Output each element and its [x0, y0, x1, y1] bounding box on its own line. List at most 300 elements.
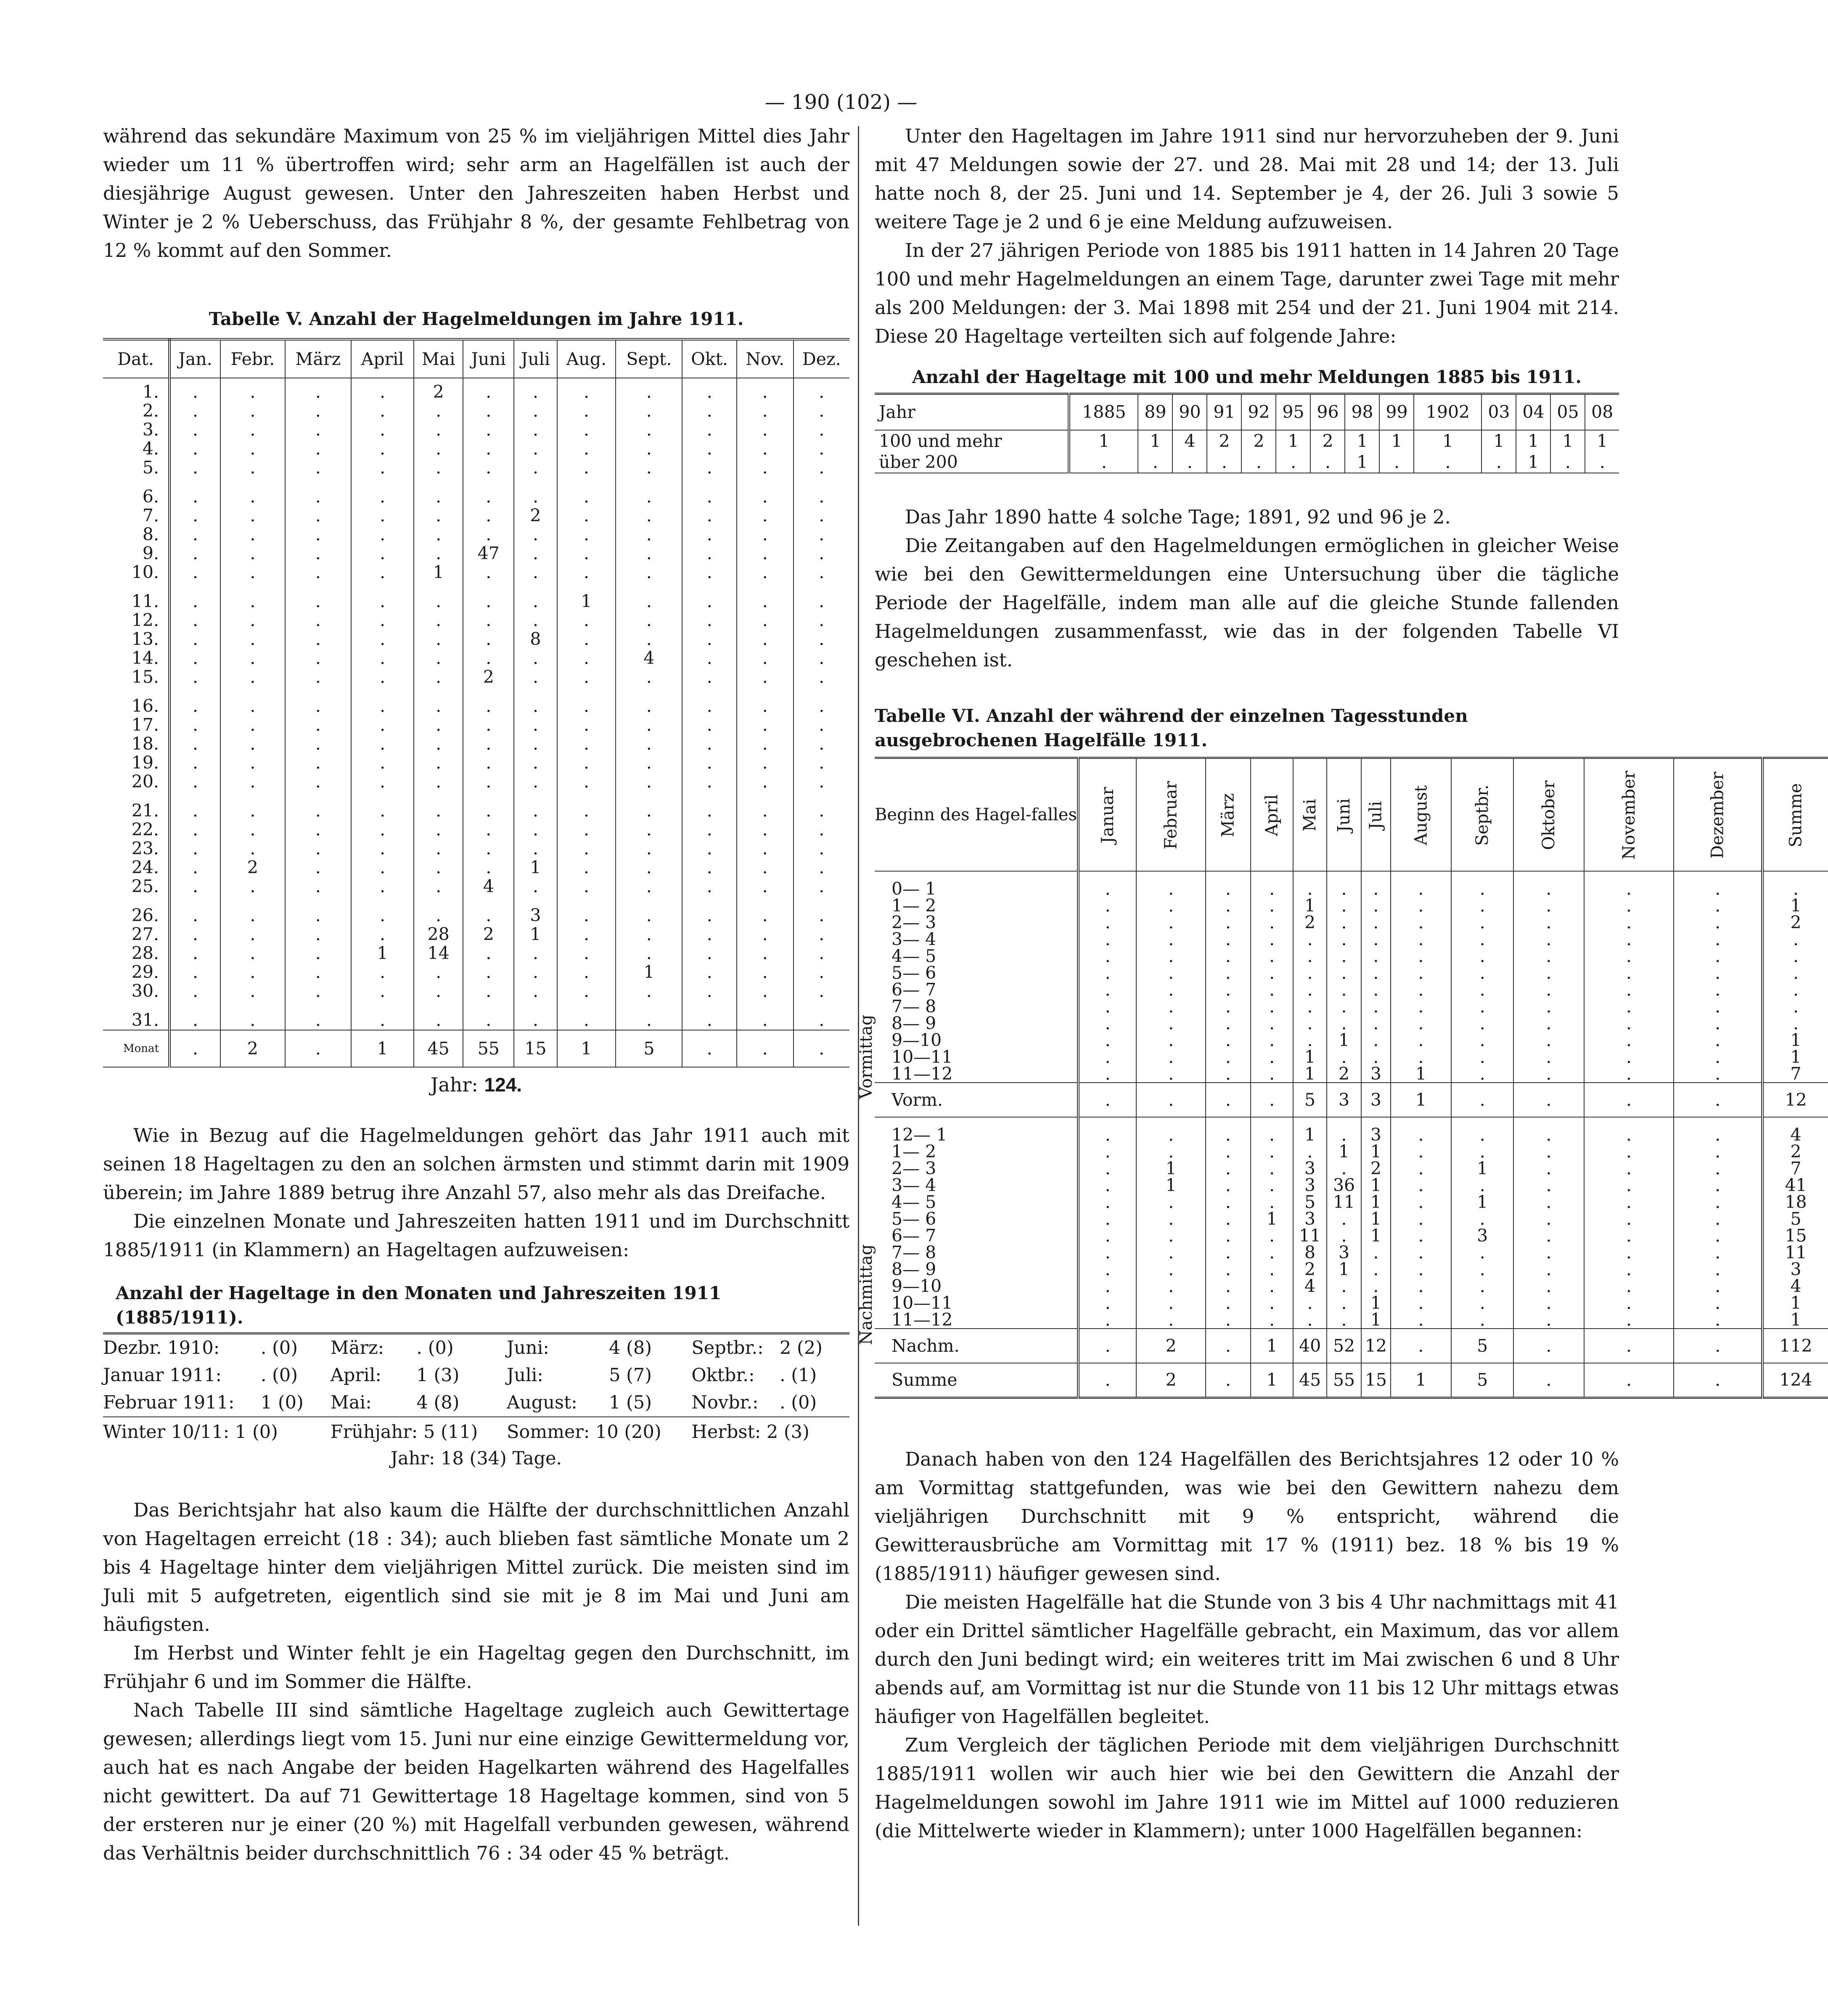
table-cell: .	[1078, 1015, 1136, 1032]
row-gap	[103, 791, 849, 801]
table-cell: .	[794, 563, 849, 582]
table-cell: .	[1293, 998, 1327, 1015]
table-cell: .	[1206, 1261, 1251, 1278]
gap-cell	[616, 791, 682, 801]
table-cell: .	[1327, 897, 1361, 914]
table-cell: .	[616, 611, 682, 630]
hour-label: 3— 4	[875, 931, 1078, 948]
table-cell: 1	[1276, 430, 1310, 452]
hour-label: 12— 1 Nachmittag	[875, 1126, 1078, 1143]
table-cell: .	[682, 716, 736, 735]
table-cell: .	[737, 906, 794, 925]
gap-cell	[351, 687, 414, 697]
table-cell: 05	[1550, 394, 1585, 430]
table-row	[103, 963, 849, 982]
table-cell: .	[351, 563, 414, 582]
table-cell: .	[169, 668, 220, 687]
table-cell: .	[1136, 1244, 1206, 1261]
table-cell: .	[1584, 1311, 1674, 1329]
table-cell: .	[285, 877, 351, 896]
table-cell: .	[794, 458, 849, 477]
table-cell: .	[1584, 964, 1674, 981]
table-cell: 1	[1345, 452, 1379, 473]
hour-row	[875, 1261, 1828, 1278]
table-cell: .	[1361, 998, 1390, 1015]
column-header: März	[285, 339, 351, 378]
page-number: — 190 (102) —	[765, 90, 918, 114]
table-cell: .	[616, 697, 682, 716]
sum-cell: 124	[1762, 1363, 1828, 1398]
table-cell: 19.	[103, 753, 169, 772]
table-cell: .	[794, 753, 849, 772]
gap-cell	[169, 687, 220, 697]
table-cell: .	[285, 801, 351, 820]
table-cell: .	[1674, 1278, 1762, 1295]
table-cell: .	[616, 1011, 682, 1030]
table-cell: .	[557, 439, 616, 458]
sum-row	[875, 1083, 1828, 1117]
left-paragraph-4: Das Berichtsjahr hat also kaum die Hälfte der durchschnittlichen Anzahl von Hageltagen erreicht (18 : 34); auch blieben fast sämtliche Monate um 2 bis 4 Hageltage hinter dem vieljährigen Mittel zurück. Die meisten sind im Juli mit 5 aufgetreten, eigentlich sind sie mit je 8 im Mai und Juni am häufigsten.	[103, 1498, 849, 1636]
table-cell: 4	[1293, 1278, 1327, 1295]
table-cell: .	[169, 487, 220, 506]
table-cell: .	[1327, 1126, 1361, 1143]
table-cell: .	[616, 839, 682, 858]
table-row	[103, 839, 849, 858]
table-cell: .	[1136, 1295, 1206, 1311]
gap-cell	[285, 582, 351, 592]
group-label: Nachmittag	[857, 1244, 876, 1345]
table-cell: .	[414, 458, 463, 477]
table-cell: .	[616, 378, 682, 402]
hour-row	[875, 1049, 1828, 1065]
table-cell: .	[1251, 1032, 1293, 1049]
table-cell: .	[1584, 1032, 1674, 1049]
table-cell: .	[351, 439, 414, 458]
table-cell: .	[514, 563, 557, 582]
table-cell: .	[514, 772, 557, 791]
table-cell: 14	[414, 944, 463, 963]
hour-label: 3— 4	[875, 1177, 1078, 1194]
table-cell: .	[1206, 1032, 1251, 1049]
gap-cell	[557, 896, 616, 906]
hour-row	[875, 964, 1828, 981]
table-cell: .	[682, 649, 736, 668]
table-cell: .	[1078, 1278, 1136, 1295]
table-row	[103, 925, 849, 944]
table-cell: .	[1584, 1126, 1674, 1143]
table-cell: .	[220, 378, 285, 402]
gap-cell	[682, 582, 736, 592]
table-cell: .	[1206, 897, 1251, 914]
column-header: Aug.	[557, 339, 616, 378]
table-cell: .	[169, 592, 220, 611]
table-cell: .	[1513, 1065, 1584, 1083]
table-cell: .	[1674, 1126, 1762, 1143]
table-cell: .	[1136, 998, 1206, 1015]
hour-row	[875, 1126, 1828, 1143]
table-cell: 2	[1293, 1261, 1327, 1278]
table-cell: .	[1674, 880, 1762, 897]
table-cell: .	[285, 858, 351, 877]
gap-cell	[794, 896, 849, 906]
table-cell: 4	[1762, 1126, 1828, 1143]
table-cell: .	[1327, 948, 1361, 964]
table-cell: .	[1251, 931, 1293, 948]
table-cell: .	[1276, 452, 1310, 473]
table-cell: .	[794, 592, 849, 611]
table-cell: .	[220, 877, 285, 896]
sum-cell: .	[1513, 1329, 1584, 1363]
month-value: 1 (0)	[261, 1389, 331, 1417]
table-cell: .	[794, 735, 849, 753]
sum-cell: 12	[1361, 1329, 1390, 1363]
month-header-label: März	[1218, 793, 1238, 838]
hour-row	[875, 1194, 1828, 1210]
table-cell: 1	[1136, 1177, 1206, 1194]
table-cell: .	[1206, 1177, 1251, 1194]
sum-cell: 2	[1136, 1363, 1206, 1398]
gap-cell	[103, 896, 169, 906]
table-cell: .	[737, 697, 794, 716]
table-cell: 5	[1762, 1210, 1828, 1227]
month-value: . (1)	[779, 1364, 817, 1386]
table-cell: .	[1762, 1015, 1828, 1032]
table-cell: .	[794, 611, 849, 630]
table-cell: .	[351, 487, 414, 506]
table-cell: .	[351, 525, 414, 544]
table-cell: .	[1251, 981, 1293, 998]
gap-cell	[220, 791, 285, 801]
table-cell: .	[351, 611, 414, 630]
gap-cell	[169, 1001, 220, 1011]
hour-label: 10—11	[875, 1049, 1078, 1065]
table-cell: .	[557, 877, 616, 896]
table-cell: .	[794, 649, 849, 668]
table-cell: .	[463, 1011, 514, 1030]
table-cell: .	[1078, 964, 1136, 981]
row-gap	[875, 1117, 1828, 1126]
table-cell: .	[351, 458, 414, 477]
table-cell: .	[463, 563, 514, 582]
table-cell: .	[682, 1011, 736, 1030]
table-cell: .	[514, 697, 557, 716]
table-cell: .	[169, 877, 220, 896]
table-cell: 1	[1327, 1261, 1361, 1278]
table-cell: .	[1391, 914, 1452, 931]
hour-row	[875, 1244, 1828, 1261]
table-v-header	[103, 339, 849, 378]
table-cell: .	[285, 963, 351, 982]
sum-cell: .	[794, 1030, 849, 1067]
gap-cell	[557, 582, 616, 592]
table-cell: 5	[1293, 1194, 1327, 1210]
table-cell: .	[1584, 897, 1674, 914]
table-cell: .	[1391, 1311, 1452, 1329]
table-cell: .	[794, 772, 849, 791]
month-header-label: Mai	[1300, 798, 1320, 832]
table-cell: 04	[1516, 394, 1550, 430]
gap-cell	[414, 791, 463, 801]
table-cell: .	[1513, 1210, 1584, 1227]
month-header	[1513, 758, 1584, 871]
table-cell: .	[220, 801, 285, 820]
table-cell: .	[285, 563, 351, 582]
sum-cell: .	[1674, 1083, 1762, 1117]
table-cell: 8	[1293, 1244, 1327, 1261]
table-cell: 11.	[103, 592, 169, 611]
table-cell: .	[682, 735, 736, 753]
table-cell: .	[682, 592, 736, 611]
table-cell: .	[1251, 948, 1293, 964]
gap-cell	[351, 477, 414, 487]
sum-cell: 112	[1762, 1329, 1828, 1363]
table-cell: .	[1550, 452, 1585, 473]
table-cell: .	[616, 925, 682, 944]
table-cell: .	[1584, 1261, 1674, 1278]
gap-cell	[351, 896, 414, 906]
sum-cell: 45	[1293, 1363, 1327, 1398]
gap-cell	[616, 582, 682, 592]
table-cell: .	[514, 378, 557, 402]
table-cell: .	[557, 716, 616, 735]
table-cell: .	[737, 1011, 794, 1030]
table-cell: .	[169, 378, 220, 402]
table-cell: .	[557, 506, 616, 525]
table-cell: 9.	[103, 544, 169, 563]
table-cell: .	[414, 963, 463, 982]
table-cell: .	[1513, 1244, 1584, 1261]
sum-cell: 15	[514, 1030, 557, 1067]
table-cell: .	[1674, 1261, 1762, 1278]
gap-cell	[220, 477, 285, 487]
table-cell: 3	[1361, 1126, 1390, 1143]
table-cell: .	[1762, 880, 1828, 897]
table-cell: .	[794, 697, 849, 716]
gap-cell	[737, 791, 794, 801]
table-cell: .	[414, 544, 463, 563]
table-cell: 22.	[103, 820, 169, 839]
left-paragraph-6: Nach Tabelle III sind sämtliche Hageltage zugleich auch Gewittertage gewesen; allerdings liegt vom 15. Juni nur eine einzige Gewittermeldung vor, auch hat es nach Angabe der beiden Hagelkarten während des Hagelfalles nicht gewittert. Da auf 71 Gewittertage 18 Hageltage kommen, sind von 5 der ersteren nur je einer (20 %) mit Hagelfall verbunden gewesen, während das Verhältnis beider durchschnittlich 76 : 34 oder 45 % beträgt.	[103, 1699, 849, 1864]
hour-row	[875, 1015, 1828, 1032]
table-cell: .	[1206, 1049, 1251, 1065]
column-header: Dez.	[794, 339, 849, 378]
hour-label: 8— 9	[875, 1261, 1078, 1278]
table-cell: .	[1451, 1065, 1513, 1083]
table-cell: 3	[1451, 1227, 1513, 1244]
right-paragraph-1: Unter den Hageltagen im Jahre 1911 sind nur hervorzuheben der 9. Juni mit 47 Meldungen sowie der 27. und 28. Mai mit 28 und 14; der 13. Juli hatte noch 8, der 25. Juni und 14. September je 4, der 26. Juli 3 sowie 5 weitere Tage je 2 und 6 je eine Meldung aufzuweisen.	[875, 125, 1619, 233]
table-cell: .	[682, 544, 736, 563]
table-cell: .	[1674, 914, 1762, 931]
table-cell: .	[682, 563, 736, 582]
table-cell: .	[682, 982, 736, 1001]
table-cell: .	[351, 877, 414, 896]
table-cell: .	[682, 801, 736, 820]
table-cell: .	[682, 753, 736, 772]
table-cell: .	[557, 563, 616, 582]
table-row	[103, 1011, 849, 1030]
table-cell: .	[1513, 998, 1584, 1015]
table-cell: .	[737, 487, 794, 506]
month-row	[103, 1334, 849, 1361]
table-cell: .	[794, 378, 849, 402]
sum-cell: 3	[1327, 1083, 1361, 1117]
table-cell: .	[557, 963, 616, 982]
table-cell: .	[794, 630, 849, 649]
table-cell: .	[220, 630, 285, 649]
table-row	[103, 735, 849, 753]
table-cell: .	[1513, 981, 1584, 998]
table-cell: .	[351, 697, 414, 716]
table-cell: .	[1206, 931, 1251, 948]
table-cell: .	[1293, 964, 1327, 981]
gap-cell	[463, 1001, 514, 1011]
table-cell: .	[220, 697, 285, 716]
table-cell: .	[351, 906, 414, 925]
table-cell: .	[1391, 1015, 1452, 1032]
table-cell: .	[616, 592, 682, 611]
table-cell: .	[1293, 1295, 1327, 1311]
table-cell: .	[1293, 1015, 1327, 1032]
table-cell: .	[220, 487, 285, 506]
table-cell: .	[1136, 1032, 1206, 1049]
gap-cell	[463, 477, 514, 487]
table-cell: .	[169, 753, 220, 772]
table-cell: .	[1136, 1210, 1206, 1227]
table-cell: .	[285, 982, 351, 1001]
table-cell: .	[737, 801, 794, 820]
table-cell: .	[1251, 880, 1293, 897]
hour-row	[875, 981, 1828, 998]
table-cell: .	[1361, 964, 1390, 981]
table-cell: .	[1391, 1177, 1452, 1194]
table-cell: .	[414, 525, 463, 544]
gap-cell	[351, 1001, 414, 1011]
table-cell: .	[1391, 1227, 1452, 1244]
table-cell: 11	[1762, 1244, 1828, 1261]
table-cell: .	[1584, 1065, 1674, 1083]
table-cell: .	[1451, 981, 1513, 998]
table-cell: .	[682, 420, 736, 439]
table-cell: .	[1251, 1295, 1293, 1311]
table-cell: .	[351, 925, 414, 944]
table-cell: .	[1078, 1160, 1136, 1177]
table-cell: 1	[1361, 1210, 1390, 1227]
table-cell: .	[1361, 1015, 1390, 1032]
month-sum-row	[103, 1030, 849, 1067]
gap-cell	[514, 582, 557, 592]
row-gap	[103, 477, 849, 487]
table-cell: .	[794, 1011, 849, 1030]
table-cell: .	[1584, 1177, 1674, 1194]
table-cell: 28	[414, 925, 463, 944]
table-cell: 3	[1762, 1261, 1828, 1278]
table-cell: 89	[1138, 394, 1172, 430]
table-cell: .	[220, 439, 285, 458]
table-cell: .	[682, 668, 736, 687]
table-cell: .	[1513, 1227, 1584, 1244]
row-gap	[103, 582, 849, 592]
month-header-label: Dezember	[1708, 772, 1727, 859]
table-cell: 1	[1361, 1143, 1390, 1160]
table-cell: .	[285, 592, 351, 611]
table-cell: .	[169, 525, 220, 544]
right-paragraph-6: Die meisten Hagelfälle hat die Stunde von 3 bis 4 Uhr nachmittags mit 41 oder ein Drittel sämtlicher Hagelfälle gebracht, ein Maximum, das vor allem durch den Juni bedingt wird; ein weiteres tritt im Mai zwischen 6 und 8 Uhr abends auf, am Vormittag ist nur die Stunde von 11 bis 12 Uhr mittags etwas häufiger von Hagelfällen begleitet.	[875, 1591, 1619, 1728]
table-cell: .	[1206, 1065, 1251, 1083]
table-cell: 3	[1361, 1065, 1390, 1083]
table-cell: .	[1674, 1049, 1762, 1065]
table-cell: .	[1451, 1049, 1513, 1065]
table-cell: .	[1361, 880, 1390, 897]
gap-cell	[351, 582, 414, 592]
table-cell: .	[737, 839, 794, 858]
hour-label: 5— 6	[875, 964, 1078, 981]
sum-cell: .	[1391, 1329, 1452, 1363]
table-cell: .	[794, 944, 849, 963]
sum-cell: .	[1584, 1083, 1674, 1117]
table-cell: 16.	[103, 697, 169, 716]
gap-cell	[794, 687, 849, 697]
table-cell: .	[351, 963, 414, 982]
table-cell: .	[794, 402, 849, 420]
table-cell: .	[1251, 1065, 1293, 1083]
hour-label: 9—10	[875, 1278, 1078, 1295]
table-cell: .	[463, 716, 514, 735]
table-cell: .	[737, 649, 794, 668]
table-cell: .	[557, 925, 616, 944]
gap-cell	[463, 582, 514, 592]
table-cell: .	[682, 944, 736, 963]
table-cell: über 200	[875, 452, 1069, 473]
gap-cell	[557, 687, 616, 697]
table-cell: .	[169, 630, 220, 649]
gap-cell	[169, 477, 220, 487]
table-cell: .	[1451, 1177, 1513, 1194]
table-cell: .	[169, 820, 220, 839]
table-cell: .	[737, 772, 794, 791]
month-header-label: Septbr.	[1473, 784, 1492, 846]
gap-cell	[103, 687, 169, 697]
table-cell: .	[1327, 1311, 1361, 1329]
table-cell: .	[737, 858, 794, 877]
table-cell: .	[1251, 1194, 1293, 1210]
table-cell: .	[169, 772, 220, 791]
table-cell: 98	[1345, 394, 1379, 430]
sum-cell: .	[1584, 1329, 1674, 1363]
table-cell: .	[169, 697, 220, 716]
table-cell: .	[414, 801, 463, 820]
table-cell: .	[682, 925, 736, 944]
table-cell: 1	[1345, 430, 1379, 452]
table-cell: .	[1414, 452, 1481, 473]
table-cell: .	[1513, 1295, 1584, 1311]
table-cell: .	[737, 963, 794, 982]
table-cell: .	[1206, 1126, 1251, 1143]
table-cell: 23.	[103, 839, 169, 858]
table-cell: 1	[1762, 1049, 1828, 1065]
table-cell: .	[169, 906, 220, 925]
table-cell: .	[737, 944, 794, 963]
table-cell: .	[1206, 880, 1251, 897]
sum-cell: 2	[1136, 1329, 1206, 1363]
table-cell: .	[169, 458, 220, 477]
table-cell: .	[463, 402, 514, 420]
table-cell: .	[1251, 1311, 1293, 1329]
table-cell: .	[514, 963, 557, 982]
sum-cell: 55	[1327, 1363, 1361, 1398]
sum-cell: .	[1674, 1363, 1762, 1398]
hour-row	[875, 1160, 1828, 1177]
table-row	[875, 430, 1619, 452]
